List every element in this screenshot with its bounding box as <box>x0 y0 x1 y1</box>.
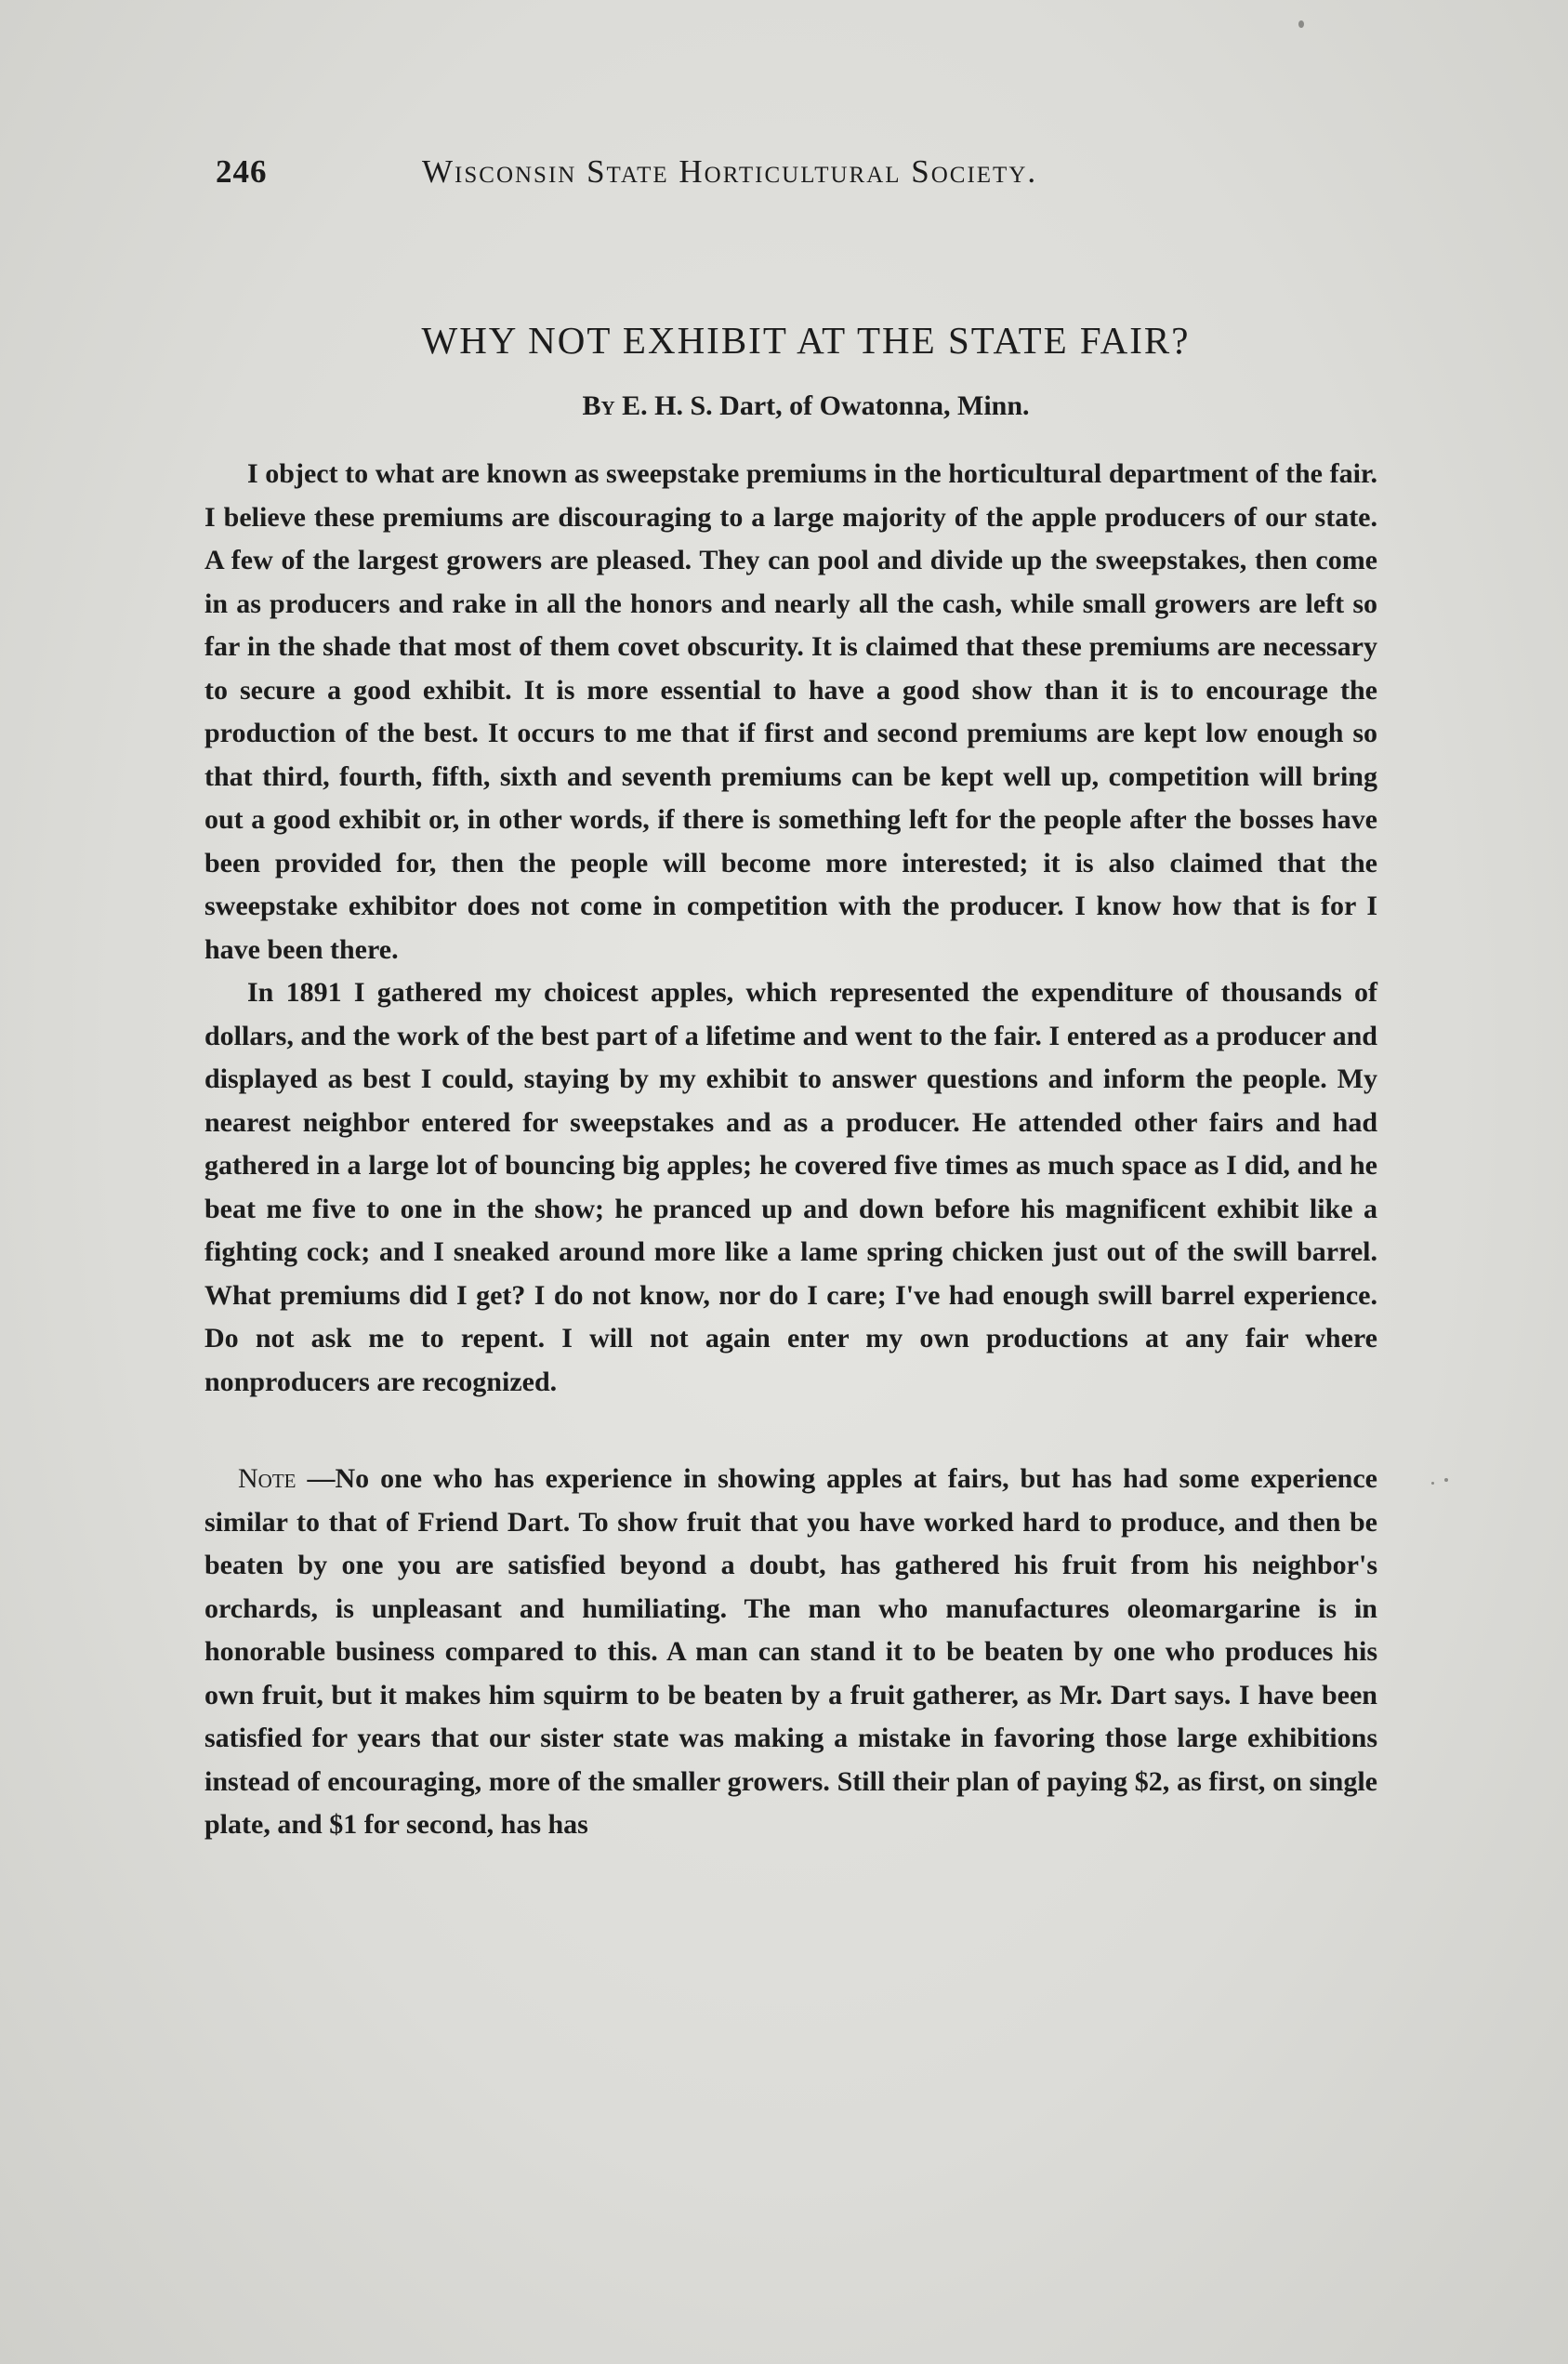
article-title: WHY NOT EXHIBIT AT THE STATE FAIR? <box>421 319 1191 362</box>
note-label: Note <box>238 1463 296 1494</box>
journal-title: Wisconsin State Horticultural Society. <box>422 153 1038 190</box>
paragraph: I object to what are known as sweepstake premiums in the horticultural department of the fair. I believe these premiums are discouraging to a large majority of the apple producers of our state. A few of the largest growers are pleased. They can pool and divide up the sweepstakes, then come in as producers and rake in all the honors and nearly all the cash, while small growers are left so far in the shade that most of them covet obscurity. It is claimed that these premiums are necessary to secure a good exhibit. It is more essential to have a good show than it is to encourage the production of the best. It occurs to me that if first and second premiums are kept low enough so that third, fourth, fifth, sixth and seventh premiums can be kept well up, competition will bring out a good exhibit or, in other words, if there is something left for the people after the bosses have been provided for, then the people will become more interested; it is also claimed that the sweepstake exhibitor does not come in competition with the producer. I know how that is for I have been there. <box>204 458 1377 965</box>
paragraph: In 1891 I gathered my choicest apples, which represented the expenditure of thousands of dollars, and the work of the best part of a lifetime and went to the fair. I entered as a producer and displayed as best I could, staying by my exhibit to answer questions and inform the people. My nearest neighbor entered for sweepstakes and as a producer. He attended other fairs and had gathered in a large lot of bouncing big apples; he covered five times as much space as I did, and he beat me five to one in the show; he pranced up and down before his magnificent exhibit like a fighting cock; and I sneaked around more like a lame spring chicken just out of the swill barrel. What premiums did I get? I do not know, nor do I care; I've had enough swill barrel experience. Do not ask me to repent. I will not again enter my own productions at any fair where nonproducers are recognized. <box>204 977 1377 1397</box>
article-body <box>204 453 1377 1847</box>
paper-speck <box>1444 1478 1448 1482</box>
editor-note <box>204 1458 1377 1847</box>
paper-speck <box>1431 1482 1434 1485</box>
running-head <box>216 153 1219 200</box>
page-number: 246 <box>216 153 268 190</box>
paper-speck <box>1298 20 1304 28</box>
note-text: —No one who has experience in showing apples at fairs, but has had some experience similar to that of Friend Dart. To show fruit that you have worked hard to produce, and then be beaten by one you are satisfied beyond a doubt, has gathered his fruit from his neighbor's orchards, is unpleasant and humiliating. The man who manufactures oleomargarine is in honorable business compared to this. A man can stand it to be beaten by one who produces his own fruit, but it makes him squirm to be beaten by a fruit gatherer, as Mr. Dart says. I have been satisfied for years that our sister state was making a mistake in favoring those large exhibitions instead of encouraging, more of the smaller growers. Still their plan of paying $2, as first, on single plate, and $1 for second, has has <box>204 1463 1377 1840</box>
byline-author: E. H. S. Dart, of Owatonna, Minn. <box>614 390 1030 421</box>
byline <box>216 390 1396 422</box>
byline-prefix: By <box>582 390 615 421</box>
